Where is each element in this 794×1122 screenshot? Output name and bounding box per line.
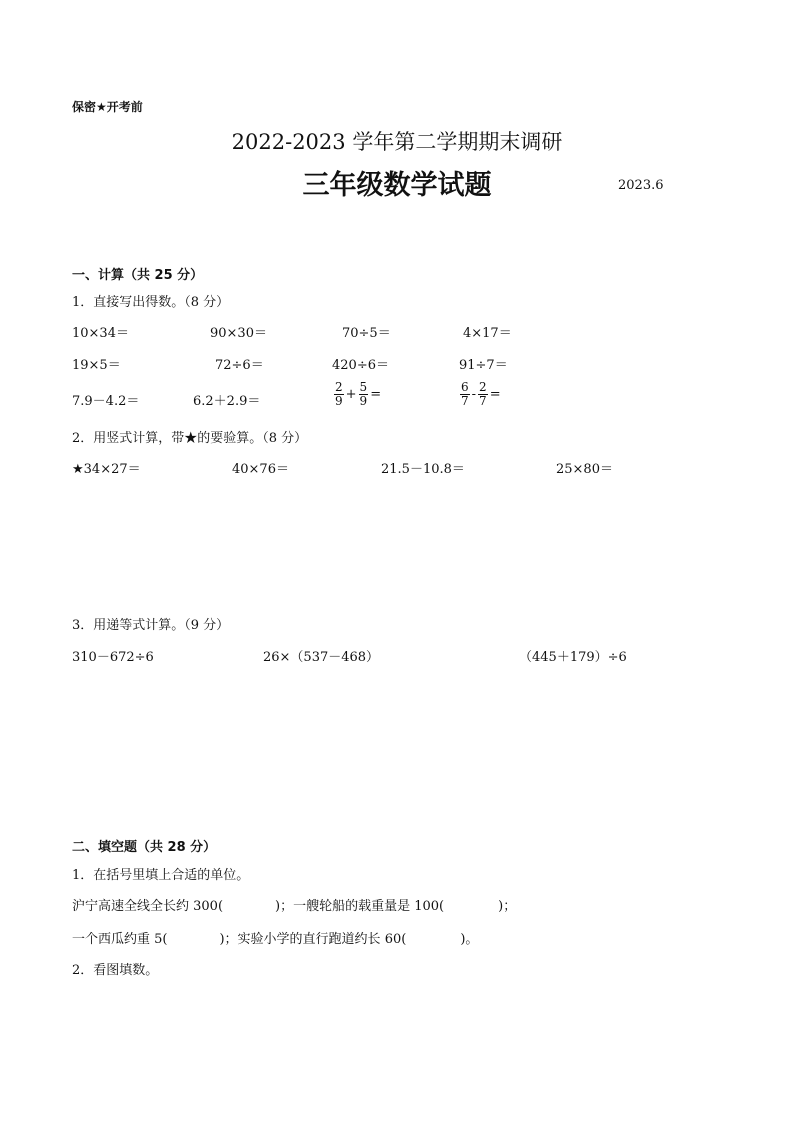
- q3-label: 3．用递等式计算。（9 分）: [72, 618, 230, 633]
- denominator: 9: [359, 394, 368, 408]
- q1-expr: 91÷7＝: [459, 358, 508, 373]
- fraction-expression-b: [460, 381, 503, 408]
- confidential-mark: 保密★开考前: [72, 100, 143, 114]
- numerator: 5: [359, 380, 368, 394]
- equals-sign: =: [370, 387, 382, 402]
- fill-blank-line1: [72, 895, 516, 914]
- denominator: 7: [479, 394, 487, 408]
- denominator: 9: [335, 394, 343, 408]
- q3-expr: 26×（537－468）: [263, 650, 380, 665]
- q1-expr: 6.2＋2.9＝: [193, 394, 261, 409]
- q3-expr: （445＋179）÷6: [519, 650, 627, 665]
- fraction: [478, 381, 488, 408]
- operator: +: [345, 387, 357, 402]
- q1-expr: 19×5＝: [72, 358, 121, 373]
- fill-blank-line2: [72, 928, 478, 947]
- q1-expr: 420÷6＝: [332, 358, 389, 373]
- fraction: [359, 381, 369, 408]
- fraction: [334, 381, 344, 408]
- fill-text: )；实验小学的直行跑道约长 60(: [219, 932, 407, 947]
- q1-expr: 72÷6＝: [215, 358, 264, 373]
- denominator: 7: [461, 394, 469, 408]
- fraction-expression-a: [334, 381, 383, 408]
- q2-expr: 25×80＝: [556, 462, 613, 477]
- q1-expr: 90×30＝: [210, 326, 267, 341]
- fill-text: 一个西瓜约重 5(: [72, 932, 168, 947]
- operator: -: [471, 387, 477, 402]
- q1-expr: 70÷5＝: [342, 326, 391, 341]
- q1-expr: 10×34＝: [72, 326, 129, 341]
- numerator: 2: [479, 380, 487, 394]
- q1-expr: 4×17＝: [463, 326, 512, 341]
- numerator: 2: [335, 380, 343, 394]
- exam-date: 2023.6: [618, 178, 664, 193]
- exam-title-line2: 三年级数学试题: [302, 170, 492, 201]
- fraction: [460, 381, 470, 408]
- s2-q2-label: 2．看图填数。: [72, 963, 159, 978]
- s2-q1-label: 1．在括号里填上合适的单位。: [72, 868, 250, 883]
- q2-expr: 21.5－10.8＝: [381, 462, 465, 477]
- numerator: 6: [461, 380, 469, 394]
- section2-heading: 二、填空题（共 28 分）: [72, 840, 217, 855]
- q2-expr: 40×76＝: [232, 462, 289, 477]
- fill-text: )。: [460, 932, 479, 947]
- exam-title-line1: 2022-2023 学年第二学期期末调研: [231, 130, 563, 154]
- section1-heading: 一、计算（共 25 分）: [72, 268, 204, 283]
- fill-text: 沪宁高速全线全长约 300(: [72, 899, 224, 914]
- fill-text: )；: [498, 899, 517, 914]
- equals-sign: =: [489, 387, 501, 402]
- q2-label: 2．用竖式计算，带★的要验算。（8 分）: [72, 431, 308, 446]
- q1-label: 1．直接写出得数。（8 分）: [72, 295, 230, 310]
- fill-text: )；一艘轮船的载重量是 100(: [275, 899, 445, 914]
- q2-expr: ★34×27＝: [72, 462, 141, 477]
- q1-expr: 7.9－4.2＝: [72, 394, 140, 409]
- q3-expr: 310－672÷6: [72, 650, 154, 665]
